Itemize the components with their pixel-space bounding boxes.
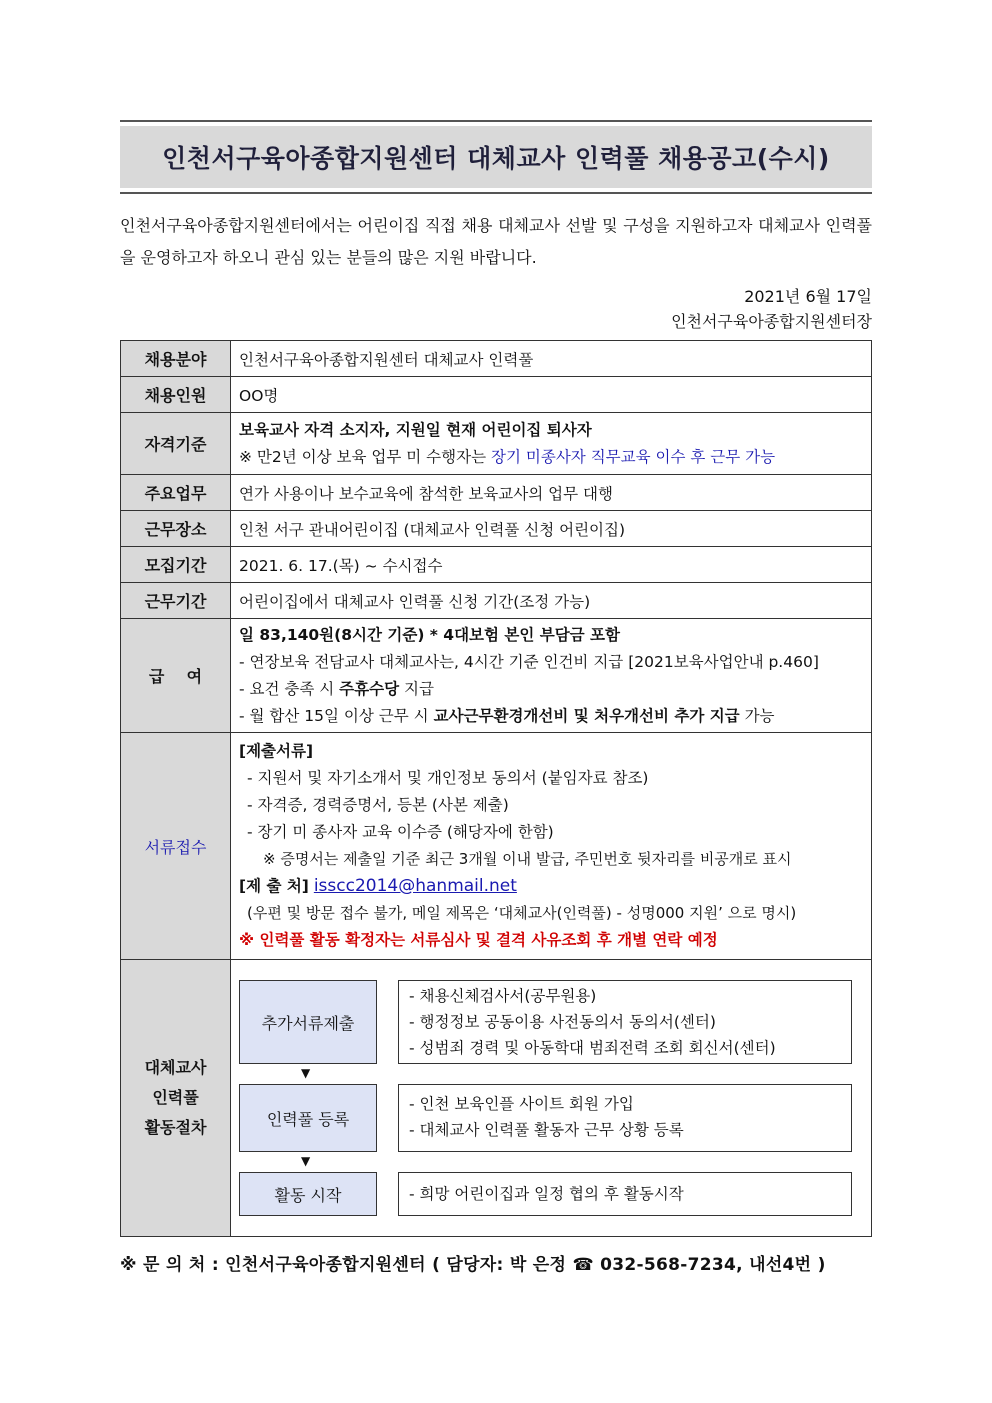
step-start-desc: - 희망 어린이집과 일정 협의 후 활동시작 [398, 1172, 852, 1216]
docs-item-1: - 지원서 및 자기소개서 및 개인정보 동의서 (붙임자료 참조) [247, 769, 649, 787]
pay-line4: - 월 합산 15일 이상 근무 시 교사근무환경개선비 및 처우개선비 추가 지급 가능 [239, 706, 775, 725]
qual-line2: ※ 만2년 이상 보육 업무 미 수행자는 장기 미종사자 직무교육 이수 후 근무 가능 [239, 447, 776, 466]
docs-head: [제출서류] [239, 742, 314, 760]
row-place [121, 511, 872, 547]
label-place: 근무장소 [121, 511, 231, 547]
label-duty: 주요업무 [121, 475, 231, 511]
row-process [121, 960, 872, 1237]
value-field: 인천서구육아종합지원센터 대체교사 인력풀 [231, 341, 872, 377]
docs-item-2: - 자격증, 경력증명서, 등본 (사본 제출) [247, 796, 509, 814]
arrow-down-icon: ▼ [301, 1066, 311, 1080]
value-period: 2021. 6. 17.(목) ~ 수시접수 [231, 547, 872, 583]
arrow-down-icon: ▼ [301, 1154, 311, 1168]
qual-line1: 보육교사 자격 소지자, 지원일 현재 어린이집 퇴사자 [239, 420, 592, 439]
value-count: OO명 [231, 377, 872, 413]
docs-item-3: - 장기 미 종사자 교육 이수증 (해당자에 한함) [247, 823, 554, 841]
issue-date: 2021년 6월 17일 [744, 287, 872, 306]
recruitment-table [120, 340, 872, 1237]
row-workperiod [121, 583, 872, 619]
row-duty [121, 475, 872, 511]
contact-line: ※ 문 의 처 : 인천서구육아종합지원센터 ( 담당자: 박 은정 ☎ 032-568-7234, 내선4번 ) [120, 1255, 826, 1275]
row-period [121, 547, 872, 583]
label-field: 채용분야 [121, 341, 231, 377]
title-banner [120, 120, 872, 194]
label-count: 채용인원 [121, 377, 231, 413]
docs-warning: ※ 인력풀 활동 확정자는 서류심사 및 결격 사유조회 후 개별 연락 예정 [239, 931, 718, 949]
row-qualification [121, 413, 872, 475]
step-start: 활동 시작 [239, 1172, 377, 1216]
docs-note: ※ 증명서는 제출일 기준 최근 3개월 이내 발급, 주민번호 뒷자리를 비공개로 표시 [263, 850, 792, 868]
issuer: 인천서구육아종합지원센터장 [671, 312, 872, 331]
pay-line3: - 요건 충족 시 주휴수당 지급 [239, 679, 434, 698]
step-pool-register-desc: - 인천 보육인플 사이트 회원 가입 - 대체교사 인력풀 활동자 근무 상황 등록 [398, 1084, 852, 1152]
label-workperiod: 근무기간 [121, 583, 231, 619]
step-pool-register: 인력풀 등록 [239, 1084, 377, 1152]
row-pay [121, 619, 872, 733]
step-additional-docs: 추가서류제출 [239, 980, 377, 1064]
issue-block [671, 284, 872, 334]
pay-line2: - 연장보육 전담교사 대체교사는, 4시간 기준 인건비 지급 [2021보육사업안내 p.460] [239, 652, 819, 671]
email-link[interactable]: isscc2014@hanmail.net [313, 876, 517, 896]
intro-paragraph: 인천서구육아종합지원센터에서는 어린이집 직접 채용 대체교사 선발 및 구성을 지원하고자 대체교사 인력풀을 운영하고자 하오니 관심 있는 분들의 많은 지원 바랍니다. [120, 216, 872, 267]
value-workperiod: 어린이집에서 대체교사 인력풀 신청 기간(조정 가능) [231, 583, 872, 619]
step-additional-docs-desc: - 채용신체검사서(공무원용) - 행정정보 공동이용 사전동의서 동의서(센터) - 성범죄 경력 및 아동학대 범죄전력 조회 회신서(센터) [398, 980, 852, 1064]
pay-line1: 일 83,140원(8시간 기준) * 4대보험 본인 부담금 포함 [239, 625, 620, 644]
label-pay: 급 여 [121, 619, 231, 733]
row-docs [121, 733, 872, 960]
row-field [121, 341, 872, 377]
docs-submit-note: (우편 및 방문 접수 불가, 메일 제목은 ‘대체교사(인력풀) - 성명000 지원’ 으로 명시) [247, 904, 797, 922]
value-duty: 연가 사용이나 보수교육에 참석한 보육교사의 업무 대행 [231, 475, 872, 511]
page-title: 인천서구육아종합지원센터 대체교사 인력풀 채용공고(수시) [162, 144, 830, 173]
row-count [121, 377, 872, 413]
process-diagram [231, 960, 871, 1236]
label-process: 대체교사 인력풀 활동절차 [121, 960, 231, 1237]
label-qualification: 자격기준 [121, 413, 231, 475]
label-period: 모집기간 [121, 547, 231, 583]
label-docs: 서류접수 [121, 733, 231, 960]
docs-submit: [제 출 처] isscc2014@hanmail.net [239, 876, 517, 896]
value-place: 인천 서구 관내어린이집 (대체교사 인력풀 신청 어린이집) [231, 511, 872, 547]
